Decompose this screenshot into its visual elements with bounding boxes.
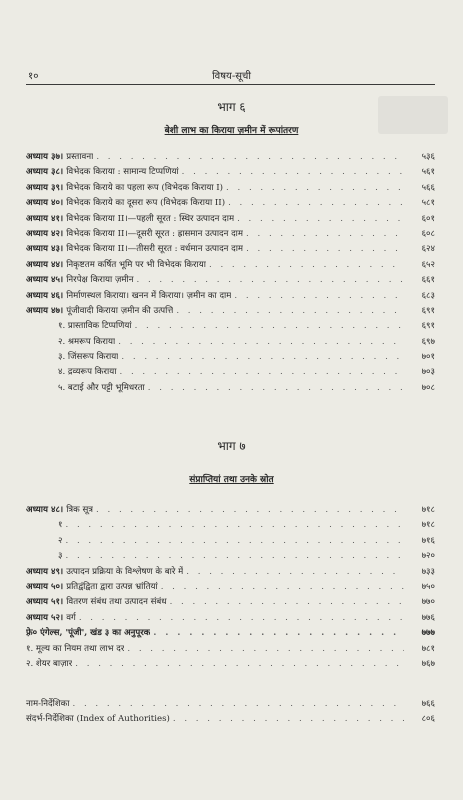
part-6-subtitle: बेशी लाभ का किराया ज़मीन में रूपांतरण xyxy=(164,126,299,136)
toc-page-number: ६८३ xyxy=(421,290,435,301)
page-header xyxy=(28,68,435,82)
toc-page-number: ८०६ xyxy=(421,714,435,725)
dot-leader xyxy=(75,657,404,672)
toc-row xyxy=(26,273,435,288)
toc-row xyxy=(26,381,435,396)
toc-page-number: ७०८ xyxy=(421,382,435,393)
toc-entry-title: १. मूल्य का नियम तथा लाभ दर xyxy=(26,643,125,654)
toc-entry-title: विभेदक किराया II।—पहली सूरत : स्थिर उत्पादन दाम xyxy=(66,213,235,224)
chapter-number: अध्याय ४८। xyxy=(26,505,64,515)
dot-leader xyxy=(209,258,404,273)
dot-leader xyxy=(65,534,404,549)
dot-leader xyxy=(228,196,404,211)
toc-entry-title: वितरण संबंध तथा उत्पादन संबंध xyxy=(66,597,167,608)
toc-entry-title: २ xyxy=(58,535,63,546)
toc-entry-title: विभेदक किराया : सामान्य टिप्पणियां xyxy=(66,167,179,178)
toc-page-number: ६०१ xyxy=(421,213,435,224)
header-rule xyxy=(26,84,435,85)
toc-row xyxy=(26,258,435,273)
toc-entry-title: विभेदक किराया II।—तीसरी सूरत : वर्धमान उत्पादन दाम xyxy=(66,244,244,255)
toc-page-number: ६५२ xyxy=(421,259,435,270)
toc-page-number: ७७० xyxy=(421,597,435,608)
toc-entry-title: त्रिक सूत्र xyxy=(66,505,94,515)
toc-page-number: ७०३ xyxy=(421,367,435,378)
toc-page-number: ६०८ xyxy=(421,228,435,239)
toc-entry-title: ३. जिंसरूप किराया xyxy=(58,352,119,363)
toc-page-number: ६९१ xyxy=(421,305,435,316)
toc-row xyxy=(26,150,435,165)
toc-entry-title: पूंजीवादी किराया ज़मीन की उत्पत्ति xyxy=(66,305,174,316)
dot-leader xyxy=(173,712,404,727)
dot-leader xyxy=(127,642,404,657)
toc-entry-title: ५. बटाई और पट्टी भूमिधरता xyxy=(58,382,145,393)
toc-page-number: ७८१ xyxy=(421,643,435,654)
chapter-number: अध्याय ४५। xyxy=(26,275,64,286)
toc-row xyxy=(26,289,435,304)
toc-row xyxy=(26,518,435,533)
chapter-number: अध्याय ३७। xyxy=(26,152,64,162)
toc-page-number: ७६६ xyxy=(421,699,435,709)
chapter-number: अध्याय ५१। xyxy=(26,597,64,608)
part-7-subtitle: संप्राप्तियां तथा उनके स्रोत xyxy=(189,475,274,485)
toc-entry-title: विभेदक किराये का पहला रूप (विभेदक किराया I) xyxy=(66,182,224,193)
dot-leader xyxy=(96,150,404,165)
page-number: १० xyxy=(28,71,39,82)
part-6-title: भाग ६ xyxy=(217,100,246,114)
chapter-number: अध्याय ४६। xyxy=(26,290,64,301)
chapter-number: अध्याय ४०। xyxy=(26,198,64,209)
toc-entry-title: उत्पादन प्रक्रिया के विश्लेषण के बारे में xyxy=(66,566,184,577)
toc-entry-title: १. प्रास्ताविक टिप्पणियां xyxy=(58,321,132,332)
chapter-number: अध्याय ४४। xyxy=(26,259,64,270)
toc-page-number: ७१८ xyxy=(421,520,435,531)
dot-leader xyxy=(137,273,405,288)
toc-entry-title: नाम-निर्देशिका xyxy=(26,699,70,709)
toc-row xyxy=(26,181,435,196)
toc-page-number: ७७७ xyxy=(421,628,435,639)
toc-page-number: ६९१ xyxy=(421,321,435,332)
toc-row xyxy=(26,319,435,334)
toc-page-number: ७३३ xyxy=(421,566,435,577)
toc-entry-title: २. श्रमरूप किराया xyxy=(58,336,116,347)
dot-leader xyxy=(135,319,404,334)
dot-leader xyxy=(186,565,404,580)
chapter-number: अध्याय ४७। xyxy=(26,305,64,316)
dot-leader xyxy=(120,365,405,380)
toc-row xyxy=(26,534,435,549)
toc-row xyxy=(26,365,435,380)
toc-row xyxy=(26,212,435,227)
dot-leader xyxy=(121,350,404,365)
dot-leader xyxy=(176,304,404,319)
dot-leader xyxy=(148,381,404,396)
toc-row xyxy=(26,165,435,180)
toc-row xyxy=(26,657,435,672)
chapter-number: अध्याय ४३। xyxy=(26,244,64,255)
toc-page-number: ७१८ xyxy=(421,505,435,515)
toc-page-number: ५६१ xyxy=(421,167,435,178)
dot-leader xyxy=(246,227,404,242)
toc-row xyxy=(26,626,435,641)
toc-row xyxy=(26,697,435,712)
toc-row xyxy=(26,642,435,657)
toc-row xyxy=(26,565,435,580)
part-7-title: भाग ७ xyxy=(217,439,246,453)
dot-leader xyxy=(246,242,404,257)
toc-page-number: ५३६ xyxy=(421,152,435,162)
part-7-contents xyxy=(26,503,435,672)
chapter-number: अध्याय ४९। xyxy=(26,566,64,577)
toc-row xyxy=(26,712,435,727)
toc-page-number: ५६६ xyxy=(421,182,435,193)
chapter-number: अध्याय ५२। xyxy=(26,612,64,623)
toc-row xyxy=(26,503,435,518)
index-contents xyxy=(26,697,435,728)
dot-leader xyxy=(226,181,404,196)
toc-page-number: ७६७ xyxy=(421,658,435,669)
toc-row xyxy=(26,335,435,350)
toc-entry-title: वर्ग xyxy=(66,612,76,623)
dot-leader xyxy=(79,611,404,626)
toc-entry-title: १ xyxy=(58,520,63,531)
toc-entry-title: २. शेयर बाज़ार xyxy=(26,658,73,669)
toc-row xyxy=(26,242,435,257)
dot-leader xyxy=(73,697,405,712)
toc-page-number: ६६१ xyxy=(421,275,435,286)
toc-entry-title: प्रतिद्वंद्विता द्वारा उत्पन्न भ्रांतियां xyxy=(66,581,158,592)
toc-entry-title: निर्माणस्थल किराया। खनन में किराया। ज़मीन का दाम xyxy=(66,290,232,301)
part-6-contents xyxy=(26,150,435,396)
toc-entry-title: निकृष्टतम कर्षित भूमि पर भी विभेदक किराया xyxy=(66,259,206,270)
toc-row xyxy=(26,549,435,564)
toc-page-number: ७७६ xyxy=(421,612,435,623)
chapter-number: अध्याय ३८। xyxy=(26,167,64,178)
toc-page-number: ५८१ xyxy=(421,198,435,209)
toc-row xyxy=(26,580,435,595)
dot-leader xyxy=(234,289,404,304)
dot-leader xyxy=(161,580,404,595)
toc-row xyxy=(26,350,435,365)
toc-entry-title: ३ xyxy=(58,551,63,562)
dot-leader xyxy=(153,626,404,641)
toc-entry-title: ४. द्रव्यरूप किराया xyxy=(58,367,117,378)
toc-page-number: ७१६ xyxy=(421,535,435,546)
toc-entry-title: संदर्भ-निर्देशिका (Index of Authorities) xyxy=(26,714,170,725)
toc-entry-title: निरपेक्ष किराया ज़मीन xyxy=(66,275,134,286)
toc-page-number: ६२४ xyxy=(421,244,435,255)
chapter-number: अध्याय ४२। xyxy=(26,228,64,239)
toc-page-number: ७५० xyxy=(421,581,435,592)
toc-row xyxy=(26,196,435,211)
toc-entry-title: विभेदक किराये का दूसरा रूप (विभेदक किराया II) xyxy=(66,198,226,209)
toc-page-number: ७०१ xyxy=(421,352,435,363)
toc-row xyxy=(26,595,435,610)
toc-row xyxy=(26,304,435,319)
toc-row xyxy=(26,611,435,626)
dot-leader xyxy=(65,549,404,564)
toc-entry-title: फ़्रे० एंगेल्स, 'पूंजी', खंड ३ का अनुपूरक xyxy=(26,628,151,639)
dot-leader xyxy=(170,595,404,610)
chapter-number: अध्याय ४१। xyxy=(26,213,64,224)
dot-leader xyxy=(118,335,404,350)
toc-page-number: ७२० xyxy=(421,551,435,562)
toc-entry-title: विभेदक किराया II।—दूसरी सूरत : ह्रासमान उत्पादन दाम xyxy=(66,228,244,239)
toc-page-number: ६९७ xyxy=(421,336,435,347)
dot-leader xyxy=(96,503,404,518)
chapter-number: अध्याय ३९। xyxy=(26,182,64,193)
toc-row xyxy=(26,227,435,242)
toc-entry-title: प्रस्तावना xyxy=(66,152,94,162)
chapter-number: अध्याय ५०। xyxy=(26,581,64,592)
dot-leader xyxy=(182,165,404,180)
running-title: विषय-सूची xyxy=(212,71,251,82)
dot-leader xyxy=(65,518,404,533)
dot-leader xyxy=(237,212,404,227)
